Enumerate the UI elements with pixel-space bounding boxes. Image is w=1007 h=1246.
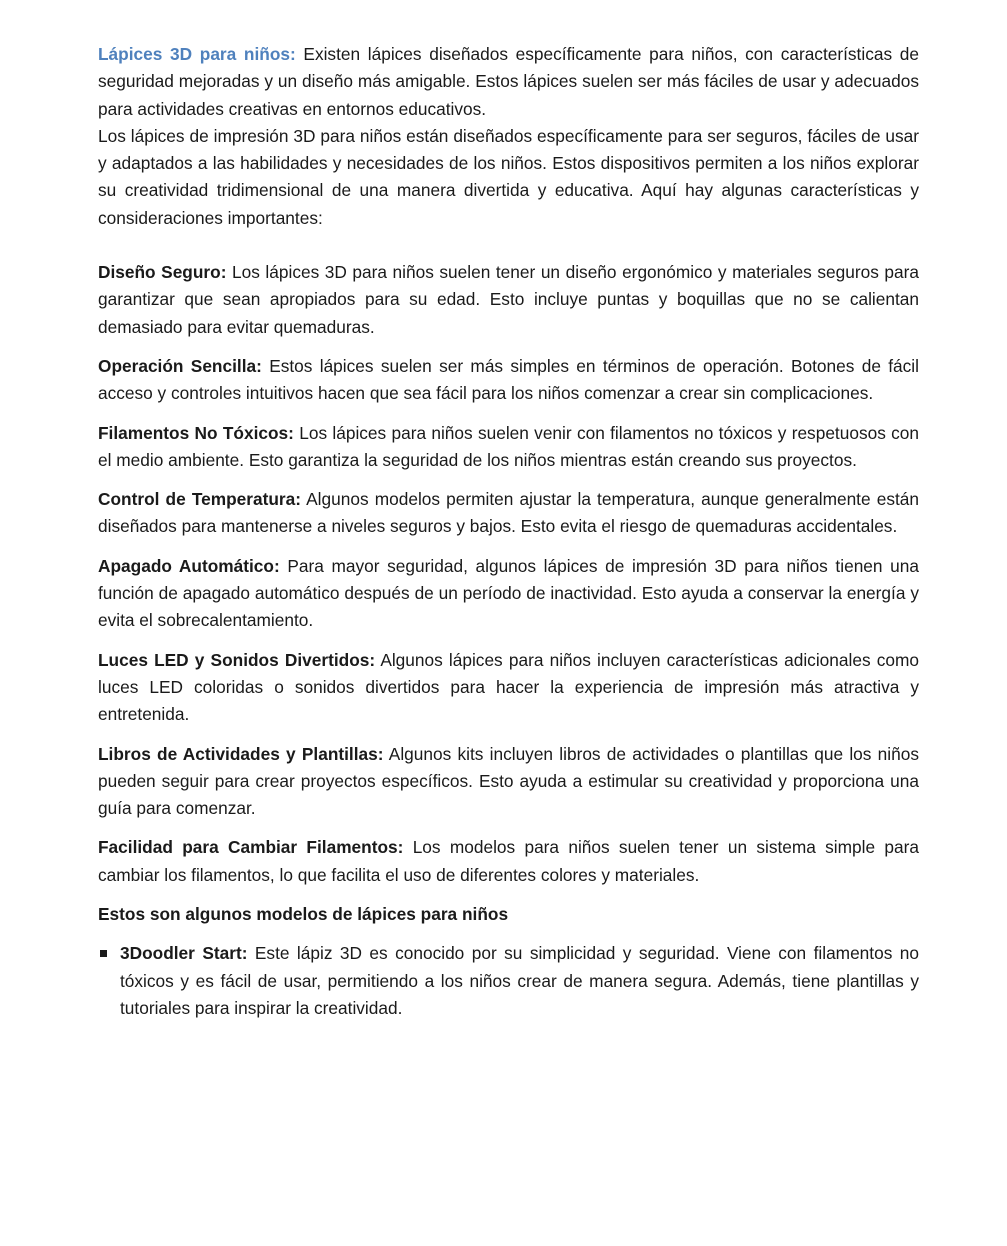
document-page <box>98 41 919 1022</box>
feature-text: Algunos lápices para niños incluyen características adicionales como luces LED coloridas o sonidos divertidos para hacer la experiencia de impresión más atractiva y entretenida. <box>98 649 919 725</box>
feature-paragraph-operacion-sencilla <box>98 353 919 408</box>
feature-text: Algunos kits incluyen libros de actividades o plantillas que los niños pueden seguir para crear proyectos específicos. Esto ayuda a estimular su creatividad y proporciona una guía para comenzar. <box>98 743 919 819</box>
feature-text: Para mayor seguridad, algunos lápices de impresión 3D para niños tienen una función de apagado automático después de un período de inactividad. Esto ayuda a conservar la energía y evita el sobrecalentamiento. <box>98 555 919 631</box>
intro-text: Existen lápices diseñados específicamente para niños, con características de seguridad mejoradas y un diseño más amigable. Estos lápices suelen ser más fáciles de usar y adecuados para actividades creativas en entornos educativos. <box>98 44 919 119</box>
feature-text: Estos lápices suelen ser más simples en términos de operación. Botones de fácil acceso y controles intuitivos hacen que sea fácil para los niños comenzar a crear sin complicaciones. <box>98 355 919 404</box>
feature-heading: Apagado Automático: <box>98 555 280 576</box>
feature-heading: Operación Sencilla: <box>98 355 262 376</box>
feature-paragraph-diseno-seguro <box>98 259 919 341</box>
feature-text: Los lápices para niños suelen venir con filamentos no tóxicos y respetuosos con el medio ambiente. Esto garantiza la seguridad de los niños mientras están creando sus proyectos. <box>98 422 919 470</box>
feature-heading: Luces LED y Sonidos Divertidos: <box>98 649 376 670</box>
feature-paragraph-control-temperatura <box>98 486 919 541</box>
feature-text: Los modelos para niños suelen tener un sistema simple para cambiar los filamentos, lo que facilita el uso de diferentes colores y materiales. <box>98 837 919 885</box>
list-item <box>98 940 919 1022</box>
feature-heading: Facilidad para Cambiar Filamentos: <box>98 837 404 858</box>
feature-paragraph-libros-actividades <box>98 741 919 823</box>
feature-heading: Libros de Actividades y Plantillas: <box>98 743 384 764</box>
intro-paragraph <box>98 41 919 123</box>
feature-text: Los lápices 3D para niños suelen tener un diseño ergonómico y materiales seguros para garantizar que sean apropiados para su edad. Esto incluye puntas y boquillas que no se calientan demasiado para evitar quemaduras. <box>98 262 919 337</box>
feature-paragraph-luces-led <box>98 647 919 729</box>
feature-heading: Diseño Seguro: <box>98 262 227 283</box>
overview-paragraph: Los lápices de impresión 3D para niños están diseñados específicamente para ser seguros, fáciles de usar y adaptados a las habilidades y necesidades de los niños. Estos dispositivos permiten a los niños explorar su creatividad tridimensional de una manera divertida y educativa. Aquí hay algunas características y consideraciones importantes: <box>98 125 919 228</box>
feature-paragraph-apagado-automatico <box>98 553 919 635</box>
model-text: Este lápiz 3D es conocido por su simplicidad y seguridad. Viene con filamentos no tóxicos y es fácil de usar, permitiendo a los niños crear de manera segura. Además, tiene plantillas y tutoriales para inspirar la creatividad. <box>120 943 920 1018</box>
models-list <box>98 940 919 1022</box>
square-bullet-icon <box>100 950 107 957</box>
feature-paragraph-cambiar-filamentos <box>98 834 919 889</box>
feature-heading: Control de Temperatura: <box>98 489 301 510</box>
feature-paragraph-filamentos-no-toxicos <box>98 420 919 475</box>
models-heading: Estos son algunos modelos de lápices para niños <box>98 904 509 925</box>
feature-heading: Filamentos No Tóxicos: <box>98 422 294 443</box>
model-name: 3Doodler Start: <box>120 943 248 964</box>
feature-text: Algunos modelos permiten ajustar la temperatura, aunque generalmente están diseñados para mantenerse a niveles seguros y bajos. Esto evita el riesgo de quemaduras accidentales. <box>98 489 919 537</box>
intro-heading: Lápices 3D para niños: <box>98 44 296 64</box>
